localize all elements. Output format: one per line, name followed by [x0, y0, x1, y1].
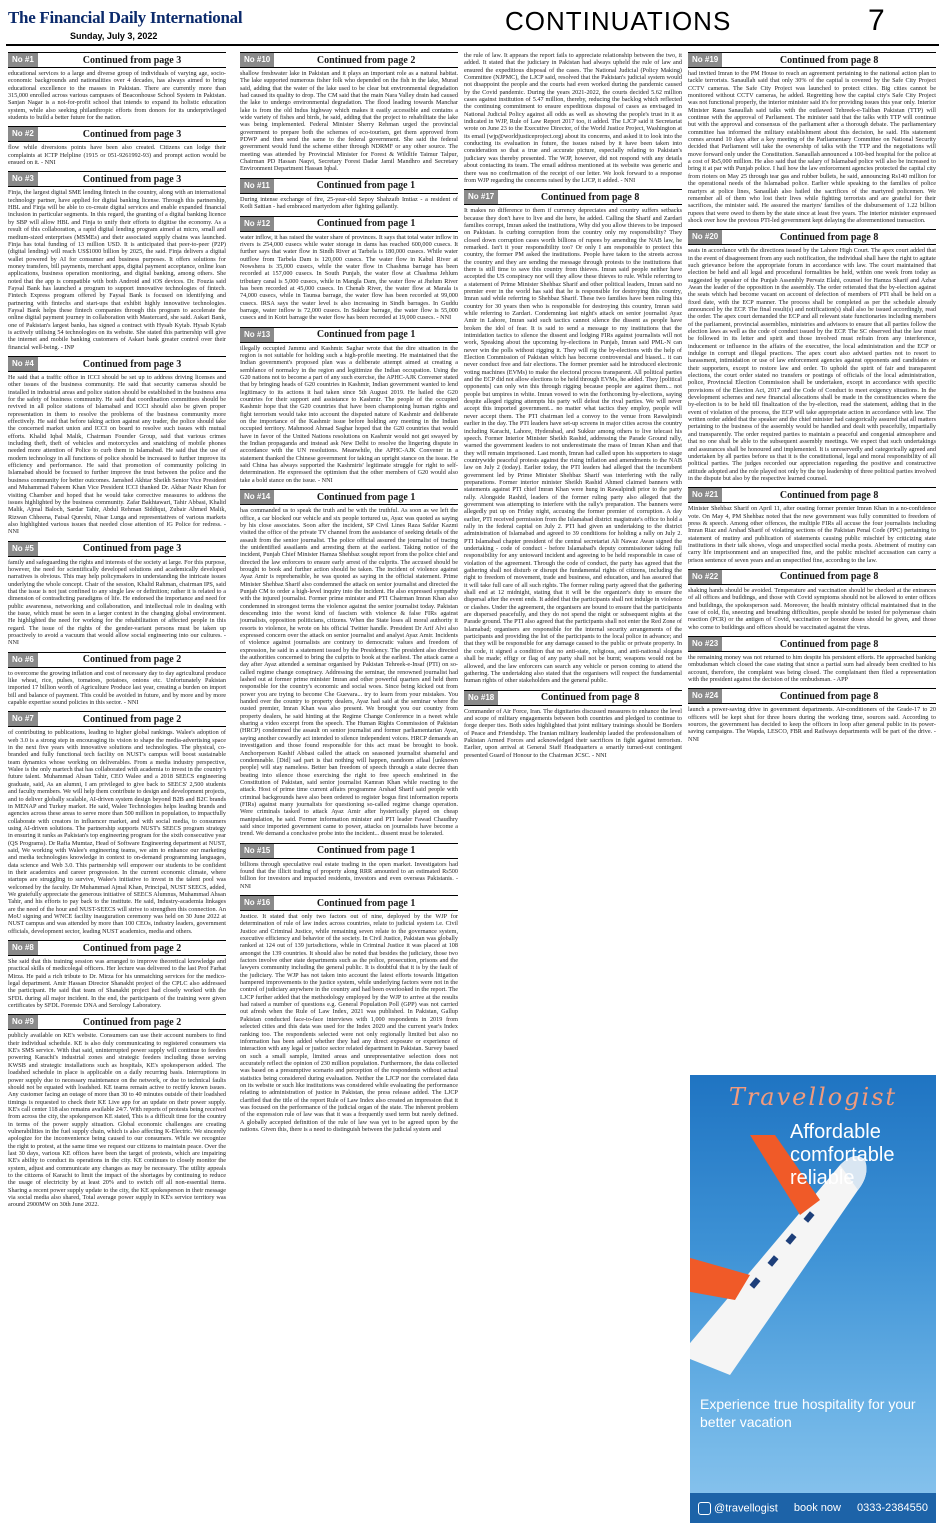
article-title: Continued from page 8 [779, 54, 879, 66]
masthead [0, 0, 945, 48]
instagram-icon [698, 1502, 711, 1515]
column-4 [688, 52, 936, 748]
article-s5 [8, 541, 226, 647]
article-s23 [688, 636, 936, 683]
article-header [8, 171, 226, 187]
article-text: educational services to a large and diverse group of individuals of varying age, socio-economic backgrounds and nationalities over 4 decades, has always aimed to bring educational excellence to the masses in Pakistan. There are currently more than 315,000 enrolled across various campuses of Beaconhouse School System in Pakistan. Sanjan Nagar is a not-for-profit school that intends to expand its holistic education system, while also seeking philanthropic efforts from donors for its underprivileged students to build a better future for the nation. [8, 70, 226, 122]
article-header [240, 216, 458, 232]
article-s12 [240, 216, 458, 322]
article-header [240, 52, 458, 68]
article-header [8, 541, 226, 557]
article-s9 [8, 1014, 226, 1208]
article-text: During intense exchange of fire, 25-year-old Sepoy Shahzaib Imtiaz - a resident of Kotli Sattian - had embraced martyrdom after fighting gallantly. [240, 195, 458, 211]
article-title: Continued from page 8 [540, 692, 640, 704]
article-title: Continued from page 3 [82, 173, 182, 185]
article-text: has commanded us to speak the truth and be with the truthful. As soon as we left the office, a car blocked our vehicle and six people tortured us, Ayaz was quoted as saying by his close associates. Soon after the incident, SP Civil Lines Raza Safdar Kazmi visited the office of the private TV channel from the assistance of seeking details of the assault from the senior journalist. The police official assured the journalist of tracing the unidentified assailants and arresting them at the earliest. Taking notice of the incident, Punjab Chief Minister Hamza Shehbaz sought report from the police chief and directed the law enforcers to ensure early arrest of the culprits. The accused should be brought to book and further action should be taken. The incident of violence against Ayaz Amir is reprehensible, he was quoted as saying in the official statement. Prime Minister Shehbaz Sharif also condemned the attack on senior journalist and directed the Punjab CM to order a high-level inquiry into the incident. He also expressed sympathy with the injured journalist. Former prime minister and PTI Chairman Imran Khan also condemned in strongest terms the violence against the senior journalist today. Pakistan descending into the worst kind of fascism with violence & false FIRs against journalists, opposition politicians, citizens. When the State loses all moral authority it resorts to violence, he wrote on his official Twitter handle. President Dr Arif Alvi also expressed concern over the attack on senior journalist and analyst Ayaz Amir. Incidents of violence against journalists are contrary to democratic values and freedom of expression, he said in a statement issued by the Presidency. The president also directed the authorities concerned to bring the culprits to book at the earliest. The attack came a day after Ayaz attended a seminar organised by Pakistan Tehreek-e-Insaf (PTI) on so-called regime change conspiracy. Addressing the seminar, the renowned journalist had lashed out at former prime minister Imran and other powerful quarters and held them responsible for the country's economic and social woes. Since being kicked out from power you are trying to become Che Guevara... try to learn from your mistakes. You handed over the country to property dealers, Ayaz had said at the seminar where the ousted premier, Imran Khan was also present. We brought you our country from property dealers, he said hinting at the Regime Change Conference in a tweet while sharing a video excerpt from the speech. The Human Rights Commission of Pakistan (HRCP) condemned the assault on senior journalist and former parliamentarian Ayaz, saying another cowardly act intended to silence independent voices. HRCP demands an investigation and those found responsible for this act must be brought to book. Anchorperson Kashif Abbasi called the attack on seasoned journalist shameful and condemnable. [Did] sad part is that nothing will happen, nandoom aflaal [unknown people] will stay nameless. Better ban freedom of speech through a state decree than beating into silence those exercising the right to free speech enshrined in the Constitution of Pakistan, said senior journalist Kamran Khan while reacting to the attack. Host of prime time current affairs programme Arshad Sharif said people with criminal backgrounds have also been ordered to register bogus first information reports (FIRs) against many journalists for questioning so-called regime change operation. Were criminals tasked to attack Ayaz Amir after hysterically played on cheap manipulation, he said. Former information minister and PTI leader Fawad Chaudhry said since imported government came to power, attacks on journalists have become a trend. We demand a conclusive probe into the incident... dissent must be tolerated. [240, 507, 458, 838]
article-text: launch a power-saving drive in government departments. Air-conditioners of the Grade-17 to 20 officers will be kept shut for three hours during the working time, sources said. According to sources, the government has decided to keep the officers in loop after general public in its power-saving campaigns. The Wapda, LESCO, FBR and Railways departments will be part of the drive. - NNI [688, 706, 936, 743]
article-title: Continued from page 1 [316, 329, 416, 341]
article-title: Continued from page 1 [316, 897, 416, 909]
article-number: No #17 [464, 190, 498, 204]
article-s21 [688, 487, 936, 564]
article-text: It makes no difference to them if currency depreciates and country suffers setbacks because they don't have to live and die here, he added. Calling the Sharif and Zardari families corrupt, Imran asked the institutions, Why did you allow thieves to be imposed on Pakistan. Is curbing corruption from the country only my responsibility? They closed down corruption cases worth billions of rupees by amending the NAB law, he remarked. Isn't it your responsibility too? Or only I am responsible to protect this country, the former PM asked the institutions. People have taken to the streets across the country and they are sending the message through protests to the institutions that there is still time to save this country from thieves. Imran said people neither have accepted the US conspiracy nor will they allow these thieves to rule. While referring to a statement of Prime Minister Shehbaz Sharif and other political leaders, Imran said no premier ever in the world has said that he is responsible for destroying this country, Imran said while referring to Shehbaz Sharif. These two families have been ruling this country for 30 years then who is responsible for destroying this country, Imran said while referring to Zardari. Condemning last night's attack on senior journalist Ayaz Amir in Lahore, Imran said such tactics cannot silence the dissent as people have broken the idol of fear. It is said to send a message to my institutions that the intimidation tactics to silence the dissent and lodging FIRs against journalists will not work, Speaking about the upcoming by-elections in Punjab, Imran said PML-N can never win the polls without rigging it. They will rig the by-elections with the help of Election Commission of Pakistan which has become controversial and biased... it can never conduct free and fair elections. The former premier said he introduced electronic voting machines (EVMs) to make the electoral process transparent. All political parties and the ECP did not allow elections to be held through EVMs, he added. They [political opponents] can only win this through rigging because people are against them... not people but umpires in white. Imran vowed to win the forthcoming by-elections, saying despite alleged rigging attempts his party will defeat the rival parties. We will never accept this imported government... no matter what tactics they employ, people will never accept them. The PTI chairman led a convoy to the venue from Rawalpindi earlier in the day. The PTI leaders have set-up screens in major cities across the country including Karachi, Lahore, Hyderabad, and Sukkur among others to live telecast his speech. Former Interior Minister Sheikh Rashid, addressing the Parade Ground rally, warned the government leaders to not underestimate the mass of Imran Khan and that they will remain imprisoned. Last month, Imran had called upon his supporters to stage countrywide peaceful protests against the rising inflation and amendments to the NAB law on July 2 (today). Earlier today, the PTI leaders had alleged that the incumbent government led by Prime Minister Shehbaz Sharif was interfering with the rally preparations. Former interior minister Sheikh Rashid Ahmed claimed banners with statements against PTI chief Imran Khan were hung in Rawalpindi prior to the party rally. Alongside Rashid, leaders of the former ruling party also alleged that the government was attempting to interfere with the rally's preparation. The banners were allegedly put up on Friday night, accusing the former premier of corruption. A day earlier, PTI received permission from the Islamabad district magistrate's office to hold a rally in the federal capital on July 2. PTI had given an undertaking to the district administration of Islamabad and agreed to 39 conditions for holding a rally on July 2. PTI Islamabad chapter president of the central secretariat Ali Nawaz Awan signed the undertaking - code of conduct - before Islamabad's deputy commissioner taking full responsibility for any untoward incident and agreeing to be held responsible in case of violation of the agreement. Through the code of conduct, the party has agreed that the gathering shall not disturb or disrupt the fundamental rights of citizens, including the right to freedom of movement, trade and business, and education, and has assured that it will take full care of all such rights. The former ruling party agreed that the gathering shall end at 12 midnight, stating that it will be the organizer's duty to ensure the dispersal after the event ends. It added that the participants shall not indulge in violence or clashes. Under the agreement, the organisers are bound to ensure that the participants are dispersed peacefully, and they do not spend the night or subsequent nights at the Parade ground. The PTI also agreed that the participants shall not enter the Red Zone of Islamabad; organisers are responsible for the internal security arrangements of the participants and providing the list of the participants to the local police in advance; and that they will be responsible for any damage caused to the public or private property. In the code, it signed a condition that no anti-state, religious, and anti-national slogans shall be made; effigy or flag of any party shall not be burnt; weapons would not be allowed, and the law enforcers can search any vehicle or person coming to attend the gathering. The undertaking also stated that the organisers will respect the fundamental human rights of other stakeholders and the general public. [464, 207, 682, 685]
article-header [8, 652, 226, 668]
column-2 [240, 52, 458, 1138]
ad-headline: Affordable comfortable reliable [790, 1121, 895, 1189]
article-number: No #13 [240, 328, 274, 342]
article-text: shaking hands should be avoided. Temperature and vaccination should be checked at the entrances of all offices and buildings, and those with Covid symptoms should not be allowed to enter offices and buildings, the spokesperson said. Moreover, the health ministry official maintained that in the case of cold, flu, sneezing and breathing difficulties, people should be tested for polymerase chain reaction (PCR) or the antigen of Covid, vaccination or booster doses should be given, and those who come to buildings and offices should be vaccinated against the virus. [688, 586, 936, 631]
ad-phone[interactable]: 0333-2384550 [857, 1502, 928, 1514]
article-header [240, 178, 458, 194]
article-number: No #6 [8, 653, 38, 667]
article-title: Continued from page 8 [779, 690, 879, 702]
article-text: the rule of law. It appears the report fails to appreciate relationship between the two, it added. It stated that the judiciary in Pakistan had always upheld the rule of law and ensured the expeditious disposal of the cases. The National Judicial (Policy Making) Committee (NJPMC), the LJCP said, resolved that the Pakistan's judicial system would not disappoint the people and the courts had even worked during the pandemic caused by the Covid pandemic. During the years 2021-2022, the courts decided 5.62 million cases against institution of 5.47 million, thereby, reducing the backlog which reflected the continuing commitment to ensure expeditious disposal of cases as envisaged in National Judicial Policy against all odds as well as showing the people's trust in it as indicated in WJP, Rule of Law Report 2017 too, it added. The LJCP said it Secretariat wrote on June 23 to the Executive Director, of the World Justice Project, Washington at its email (wjp@worldjusticeproject.org) about its concerns, and asked it to look into the conducting its evaluation in future, the issues raised by it have been taken into consideration so that a true and accurate picture, especially relating to Pakistan's judiciary was thereby presented. The WJP, however, did not respond with any details about contacting its team. The email address mentioned at its website was generic and there was no confirmation of the receipt of our letter. We look forward to a response from WJP regarding the concerns raised by the LJCP, it added. - NNI [464, 52, 682, 184]
article-header [240, 489, 458, 505]
article-title: Continued from page 2 [82, 654, 182, 666]
article-number: No #15 [240, 844, 274, 858]
article-title: Continued from page 1 [316, 845, 416, 857]
article-s14 [240, 489, 458, 837]
article-header [8, 711, 226, 727]
article-text: He said that a traffic office in ICCI should be set up to address driving licenses and other issues of the business community. He said that security cameras should be installed in industrial areas and police station should be established in the business area for the safety of business community. He said that coordination committees should be revived in all police stations of Islamabad and ICCI should also be given proper representation in them to resolve the problems of the business community more effectively. He said that before taking action against any trader, the police should take the concerned market union and ICCI on board to resolve such issues with mutual efforts. Khalid Iqbal Malik, Chairman Founder Group, said that various crimes including theft, theft of vehicles and motorcycles and snatching of mobile phones needed more attention of Police to curb them in Islamabad. He said that the use of modern technology in all functions of police should be increased to further improve its efficiency and performance. He said that promotion of community policing in Islamabad should be focused to further improve the trust between the police and the business community for better outcomes. Jamshed Akhtar Sheikh Senior Vice President and Muhammad Faheem Khan Vice President ICCI thanked Dr. Akbar Nasir Khan for visiting Chamber and hoped that he would take corrective measures to address the issues highlighted by the business community. Zafar Bakhtawari, Tahir Abbasi, Khalid Malik, Ajmal Baloch, Sardar Tahir, Abdul Rehman Siddiqui, Zubair Ahmed Malik, Rizwan Chheena, Faisal Qureshi, Nisar Lunga and representatives of various markets also highlighted various issues that needed close attention of IG Police for redress. - NNI [8, 374, 226, 536]
article-title: Continued from page 8 [540, 191, 640, 203]
article-number: No #18 [464, 691, 498, 705]
article-s22 [688, 569, 936, 631]
article-s16 [240, 895, 458, 1133]
newspaper-name: The Financial Daily International [8, 8, 243, 27]
article-text: Finja, the largest digital SME lending fintech in the country, along with an international technology partner, have applied for digital banking license. Through this partnership, HBL and Finja will be able to co-create digital services and enable expanded financial inclusion in particular segments. In this regard, the granting of a digital banking licence by SBP will allow HBL and Finja to unify their efforts to digitise the economy. As a result of this collaboration, a rapid digital lending program aimed at micro, small and medium-sized enterprises (MSMEs) and their associated supply chains was launched. Finja has total funding of 13 million USD. It is anticipated that peer-to-peer (P2P) (digital lending) will reach US$1000 billion by 2025, the said. Finja delivers a digital wallet powered by AI for consumer and business purposes. It offers solutions for money transfers, bill payments, merchant apps, digital payment acceptance, online loan applications, business operation monitoring, and digital banking, among others. She noted that the app is compatible with both Android and iOS devices. Dr. Fouzia said Faysal Bank has launched a program to support innovative technologies of fintech. Fintech Express program offered by Faysal Bank is focused on identifying and partnering with fintechs and start-ups that exhibit highly innovative technologies. Faysal Bank helps these fintech companies through this program to accelerate the online digital payment journey in collaboration with Mastercard, she said. Askari Bank, one of Pakistan's largest banks, has signed a contract with Hysab Kytab. Hysab Kytab is actively utilising 54 technologies on its website. She stated this partnership will give the internet and mobile banking customers of Askari bank greater control over their financial well-being. - INP [8, 189, 226, 351]
article-s13 [240, 327, 458, 485]
article-text: of contributing to publications, leading to higher global rankings. Walee's adoption of web 3.0 is a strong step in encouraging its vision to shape the media-advertising space in the next five years with innovative solutions and technologies. The physical, co-branded and fully functional tech facility on NUST's campus will boost sustainable team dynamics whose working on deliverables. From a media industry perspective, Walee is the only martech that has collaborated with academia to invest in the country's future talent. Muhammad Ahsan Tahir, CEO Walee and a 2018 SEECS engineering graduate, said, As an alumni, I am privileged to give back to SEECS' 2,500 students and faculty members. We will help them contribute to design and development projects, and to deliver globally scalable, AI-driven system design beyond B2B and B2C brands in MENAP and Turkey market. He said, Walee Technologies helps leading brands and agencies across these areas to serve more than 500 million in population, to impactfully collaborate with creators in influencer market, and with social media, to consumers using AI-driven solutions. The partnership supports NUST's SEECS program strategy in ensuring it ranks as Pakistan's top engineering program for the sixth consecutive year (QS Programs). Dr Rafia Mumtaz, Head of Software Engineering department at NUST, said, We working with Walee's engineering teams, we aim to enhance our marketing and media technologies knowledge in context to on-demand programming languages, data science and Web 3.0. This partnership will empower our students to be confident in their academics and career progression. In the current economic climate, where startups are struggling to survive, Walee's initiative to invest in the talent pool was welcomed by the faculty. Dr Muhammad Ajmal Khan, Principal, NUST SEECS, added, We gratefully appreciate the generous initiative of SEECS Alumnus, Muhammad Ahsan Tahir, and his efforts to pay back to the institute. He said, Industry-academia linkages are the need of the hour and NUST-SEECS will strive to strengthen this connection. An MoU signing and WNCE facility inauguration ceremony was held on 30 June 2022 at NUST campus and was attended by more than 100 CEOs, industry leaders, government officials, development sector, leading NUST academics, media and others. [8, 729, 226, 935]
article-number: No #21 [688, 488, 722, 502]
article-header [688, 229, 936, 245]
article-header [8, 1014, 226, 1030]
article-number: No #7 [8, 712, 38, 726]
page-number: 7 [868, 4, 885, 37]
issue-date: Sunday, July 3, 2022 [70, 31, 158, 41]
ad-instagram[interactable] [698, 1502, 778, 1515]
article-title: Continued from page 3 [82, 128, 182, 140]
article-text: water inflow, it has raised the water share of provinces. It says that total water inflow in rivers is 254,000 cusecs while water storage in dams has reached 600,000 cusecs. It further says that water flow in Sindh River at Tarbela is 180,000 cusecs. While water outflow from Tarbela Dam is 120,000 cusecs. The water flow in Kabul River at Nowshera is 35,000 cusecs, while the water flow in Chashma barrage has been recorded at 157,000 cusecs. In South Punjab, the water flow at Chashma Jehlum tributary canal is 5,000 cusecs, while in Mangla Dam, the water flow at Jhelum River has been recorded at 45,000 cusecs. In Chenab River, the water flow at Marala is 74,000 cusecs, while in Taunsa barrage, the water flow has been recorded at 99,000 cusecs. IRSA says the water level is also increasing in Sindh barrages. In Guddu barrage, water inflow is 72,000 cusecs. In Sukkur barrage, the water flow is 55,000 cusecs and in Kotri barrage the water flow has been recorded at 19,000 cusecs. - NNI [240, 233, 458, 322]
article-number: No #24 [688, 689, 722, 703]
article-title: Continued from page 8 [779, 638, 879, 650]
article-title: Continued from page 3 [82, 358, 182, 370]
article-text: illegally occupied Jammu and Kashmir. Saghar wrote that the dire situation in the region is not suitable for holding such a high-profile meeting. He maintained that the Indian government's proposed plan was a deliberate attempt aimed at creating a semblance of normalcy in the region and legitimize the Indian occupation. Using the G20 nations not to become a part of any such exercise, the APHC-AJK Convener stated that by bringing heads of G20 countries in Kashmir, Indian government wanted to lend legitimacy to its actions it had taken since 5th August 2019. He hailed the G20 countries for their support and assistance to Kashmir. The people of the occupied Kashmir hope that the G20 countries that have been championing human rights and fight terrorism would take into account the disputed nature of Kashmir and deliberate on the importance of the Kashmir issue before holding any meeting in the Indian occupied territory. Mahmood Ahmad Saghar hoped that the G20 countries that would have in favor of the United Nations resolutions on Kashmir would not get swayed by the Indian propaganda and instead ask New Delhi to resolve the lingering dispute in accordance with the UN resolutions. Meanwhile, the APHC-AJK Convener in a statement thanked the Chinese government for taking an upright stance on the issue. He said China has always supported the Kashmiris' legitimate struggle for right to self-determination. He expressed the optimism that the other members of G20 would also take a bold stance on the issue. - NNI [240, 344, 458, 484]
article-number: No #23 [688, 637, 722, 651]
article-s11 [240, 178, 458, 211]
article-header [240, 895, 458, 911]
article-s6 [8, 652, 226, 707]
article-title: Continued from page 8 [779, 571, 879, 583]
article-title: Continued from page 2 [82, 713, 182, 725]
article-header [8, 940, 226, 956]
article-text: shallow freshwater lake in Pakistan and it plays an important role as a natural habitat. The lake supported numerous fisher folk who depended on the fish in the lake, Murad said, adding that the water of the lake used to be clear but environmental degradation had caused its quality to drop. The CM said that the main Nara Valley drain had caused the lake to undergo environmental degradation. The flood leading towards Manchar lake is from the old Indus highway which makes it easily accessible and contains a wide variety of fishes and birds, he said, adding that the project to rehabilitate the lake was being implemented. Federal Minister Sherry Rehman urged the provincial government to prepare both the schemes of eco-tourism, get them approved from PDWP and then send the same to the federal government. She said the federal government would fund the scheme either through NDRMF or any other source. The meeting was attended by Provincial Minister for Forest & Wildlife Taimur Talpur, Chairman PD Hassan Naqvi, Secretary Forest Dadar Jamil Mandhro and Secretary Environment Department Hassan Iqbal. [240, 70, 458, 173]
column-3 [464, 52, 682, 764]
article-text: to overcome the growing inflation and cost of necessary day to day agricultural produce like wheat, rice, pulses, tomatoes, potatoes, onions etc. Unfortunately Pakistan imported 17 billion worth of Agriculture Produce last year, creating a burden on import bill and balance of payment. This could be avoided in future, and by more and by more capable expertise sound policies in this sector. - NNI [8, 669, 226, 707]
article-title: Continued from page 1 [316, 180, 416, 192]
travellogist-advertisement[interactable] [690, 1075, 936, 1523]
article-s10 [240, 52, 458, 173]
article-number: No #16 [240, 896, 274, 910]
article-number: No #5 [8, 542, 38, 556]
article-number: No #11 [240, 179, 274, 193]
article-s19 [688, 52, 936, 224]
article-text: She said that this training session was arranged to improve theoretical knowledge and practical skills of medicolegal officers. Her lecture was delivered to the last Prof Farhat Mirza. He paid a rich tribute to Dr. Mirza for his unmatching services for the medico-legal department. Amir Hassan Director Shanakht project of the CPLC also addressed the participant. He said that team of Shanakht project had closely worked with the SFDL during all major incident. In the end, the participants of the training were given certificates by SFDL Forensic DNA and Serology Laboratory. [8, 958, 226, 1010]
article-s4 [8, 356, 226, 536]
article-header [240, 327, 458, 343]
article-s2 [8, 126, 226, 166]
article-number: No #8 [8, 941, 38, 955]
article-title: Continued from page 2 [316, 54, 416, 66]
article-title: Continued from page 3 [82, 54, 182, 66]
article-s20 [688, 229, 936, 482]
article-header [688, 688, 936, 704]
article-number: No #14 [240, 490, 274, 504]
article-header [688, 636, 936, 652]
article-number: No #1 [8, 53, 38, 67]
article-header [240, 843, 458, 859]
article-header [464, 690, 682, 706]
article-s1 [8, 52, 226, 121]
article-header [688, 487, 936, 503]
article-number: No #22 [688, 570, 722, 584]
article-text: family and safeguarding the rights and interests of the society at large. For this purpose, however, the need for scientifically developed solutions and academically developed narratives is obvious. This may help policymakers in understanding the intricate issues underlying the whole concept. Chair of the session, Khalid Rahman, chairman IPS, said that the issue is not just confined to any single law or definition; rather it is related to a dimension of contradicting paradigms of life. He endorsed the importance and need for public awareness, networking and collaboration, and intellectual role in dealing with the issue, which must be seen in a larger context in the changing global environment. He highlighted the need for working for the rehabilitation of affected people in this regard. The issue of the rights of the gender-variant persons must be taken up proactively to avoid a vacuum that would allow social engineering into our cultures. - NNI [8, 558, 226, 647]
article-text: publicly available on KE's website. Consumers can use their account numbers to find their individual schedule. KE is also duly communicating to registered consumers via KE's SMS service. With that said, uninterrupted power supply will continue to feeders powering Karachi's industrial zones and strategic feeders including those serving KWSB and strategic installations such as hospitals, KE's spokesperson added. The loadshed schedule in place is applicable on a daily recurring basis. Interruptions in power supply due to necessary maintenance on the network, or due to technical faults should not be equated with loadshed. KE teams remain active to rectify known issues. Any customer facing an outage of more than 30 to 40 minutes outside of their loadshed timings is requested to check their KE Live app for an update on their power supply. KE's call center 118 also remains available 24/7. With reports of protests being received from across the city, the spokesperson KE stated, This is a difficult time for the country in terms of the power supply situation. Global economic challenges are creating vulnerabilities in the fuel supply chain, which is also affecting K-Electric. We sincerely apologize for the inconvenience being caused to our consumers. While we recognize the right to protest, at the same time we request our citizens to maintain peace. Over the last 30 days, various KE offices have been the target of protests, which are impairing KE's ability to conduct its operations in the city. KE continues to closely monitor the system, adjust and communicate any changes as may be necessary. The utility appeals to the citizens of Karachi to limit the impact of the shortages by continuing to reduce the usage of electricity by at least 20% and to switch off all non-essential items. Sharing a recent power supply update to the city, the KE spokesperson in their message via social media also shared, Total average power supply in KE's service territory was around 2900MW on 30th June 2022. [8, 1032, 226, 1209]
article-text: the remaining money was not returned to him despite his persistent efforts. He approached banking ombudsman which closed the case stating that since a partial sum had already been credited to his account, therefore, the complaint was being closed. The complainant then filed a representation with the president against the decision of the ombudsman. - APP [688, 654, 936, 684]
article-title: Continued from page 8 [779, 489, 879, 501]
article-s16-continued [464, 52, 682, 184]
ad-instagram-handle: @travellogist [714, 1501, 778, 1514]
article-number: No #19 [688, 53, 722, 67]
article-number: No #4 [8, 357, 38, 371]
article-number: No #12 [240, 217, 274, 231]
article-text: Commander of Air Force, Iran. The dignitaries discussed measures to enhance the level and scope of military engagements between both countries and pledged to continue to forge deeper ties. Both sides highlighted that joint military trainings should be Borders of Peace and Friendship. The Iranian military leadership lauded the professionalism of Pakistan Armed Forces and acknowledged their sacrifices in fight against terrorism. Earlier, upon arrival at General Staff Headquarters a smartly turned-out contingent presented Guard of Honour to the Chairman JCSC. - NNI [464, 707, 682, 759]
masthead-rule [6, 44, 939, 46]
article-text: billions through speculative real estate trading in the open market. Investigators had found that the illicit trading of property along RRR amounted to an estimated Rs500 billion for investors and impacted residents, investors and even overseas Pakistanis. - NNI [240, 860, 458, 890]
article-text: Justice. It stated that only two factors out of nine, deployed by the WJP for determination of rule of law index across countries, relate to judicial system i.e. Civil Justice and Criminal Justice, while remaining seven relate to the governance system, executive efficiency and behavior of the society. In Civil Justice, Pakistan was globally ranked at 124 out of 139 jurisdictions, while in Criminal Justice it was placed at 108 amongst the 139 countries. It should also be noted that besides the judiciary, those two factors involve other state departments such as the police, prosecution, prisons and the lawyers community including the general public. It is doubtful that it is by the fault of the judiciary. The WJP has not taken into account the latest efforts towards litigation hampered improvements to the justice system, while underlying factors were not in the control of judiciary anywhere in the country and had been overlooked in the report. The LJCP further added that the methodology employed by the WJP to arrive at the results had raised a number of questions e.g. General Population Poll (GPP) was not carried out afresh when the Rule of Law Index, 2021 was published. In Pakistan, Gallup Pakistan conducted face-to-face interviews with 1,000 respondents in 2019 from selected cities and this data was used for the Index 2020 and the current year's Index ranking too. The respondents selected were not only regionally limited but also no information has been added whether they had any direct exposure or experience of interaction with any legal or justice sector related department in Pakistan. Survey based on such a small sample, limited areas and unrepresentative selection does not accurately reflect the opinion of 230 million population. Furthermore, the data collected was based on a presumptive scenario and perception of the respondents without actual statistics being considered during evaluation. Neither the LJCP nor the correlated data on its website or such like institutions was considered while evaluating the performance relating to administration of justice in Pakistan, the press release added. The LJCP clarified that the title of the report Rule of Law Index also created an impression that it was focused on the performance of the judicial organ of the state. The inherent problem of the expression rule of law was that it was a frequently used term but rarely defined. A globally accepted definition of the rule of law was yet to be agreed upon by the nations. Given this, there is a need to distinguish between the judicial system and [240, 913, 458, 1133]
article-s15 [240, 843, 458, 890]
ad-subline: Experience true hospitality for your better vacation [700, 1396, 916, 1430]
article-title: Continued from page 8 [779, 231, 879, 243]
article-header [8, 52, 226, 68]
article-text: had invited Imran to the PM House to reach an agreement pertaining to the national action plan to tackle terrorists. Sanaullah said that only 30% of the capital is covered by the Safe City Project CCTV cameras. The Safe City Project was launched to protect cities. Big cities cannot be monitored without CCTV cameras, he added. Regretting how the capital city's Safe City Project was not functional properly, the interior minister said it's for providing issues this year only. Interior Minister Rana Sanaullah said talks with the outlawed Tehreek-e-Taliban Pakistan (TTP) will continue with the approval of Parliament. The minister said that the talks with TTP will continue but with the approval and consensus of the parliament after a thorough debate. The parliamentary committee has informed the military establishment about this decision, he said. His statement comes around 10 days after a key meeting of the Parliamentary Committee on National Security decided that Parliament will take the ownership of talks with the TTP and the negotiations will move forward only under the Constitution. Sanaullah announced a 100-bed hospital for the police at a cost of Rs5,000 million. He also said that the salary of Islamabad police will also be increased to bring it at par with Punjab police. I hail how the law enforcement agencies protected the capital city from rioters on May 25 through tear gas and rubber bullets, he said, announcing Rs140 million for the operational needs of the Islamabad police. Earlier while speaking to the families of police martyrs at police lines, Sanaullah also hailed the sacrifices of the martyred policemen. We remember all of them who lost their lives while fighting terrorists and are grateful for their sacrifices, the minister said. He assured the martyrs' families of the disbursement of 1.22 billion rupees that were owed to them by the state since at least five years. The interior minister expressed shock over how the previous PTI-led government kept delaying the aforementioned transaction. [688, 70, 936, 224]
article-s7 [8, 711, 226, 935]
ad-book-now[interactable]: book now [793, 1502, 841, 1514]
article-header [8, 356, 226, 372]
article-number: No #10 [240, 53, 274, 67]
article-header [688, 52, 936, 68]
ad-footer [690, 1493, 936, 1523]
article-title: Continued from page 1 [316, 491, 416, 503]
article-title: Continued from page 2 [82, 1016, 182, 1028]
article-s24 [688, 688, 936, 743]
article-s18 [464, 690, 682, 759]
article-number: No #3 [8, 172, 38, 186]
article-text: flow while diversions points have been also created. Citizens can lodge their complaints at ICTP Helpline (1915 or 051-9261992-93) and prompt action would be ensued on it. - NNI [8, 144, 226, 167]
article-header [8, 126, 226, 142]
article-header [688, 569, 936, 585]
article-text: seats in accordance with the directions issued by the Lahore High Court. The apex court added that in the event of disagreement from any such notification, the individual shall have the right to agitate such grievance before the appropriate forum in accordance with law. The court maintained that election be held and all legal and procedural formalities be held, within one week from today as suggested by speaker of the Punjab Assembly Pervaiz Elahi, counsel for Hamza Sharif and Azhar Awan the leader of the opposition in the assembly. The order reiterated that the by-election against the seats which had become vacant on account of defection of members of PTI shall be held on a fixed date, with the ECP manner. The process shall be completed as per the schedule already announced by the ECP. The final result(s) and notification(s) shall also be issued accordingly, read the order. The apex court demanded the ECP and all relevant state functionaries including members of the parliament, provincial assemblies, ministries and advisors to ensure that all parties follow the election laws as well as the code of conduct issued by the ECP. The SC observed that the law must be followed in its letter and spirit and those involved must refrain from any interference, inducement or influence in the affairs of the executive, the local administration and the ECP or indulge in corrupt and illegal practices. The apex court also advised parties not to resort to harassment, intimidation or use of law enforcement agencies against opponents and candidates or their supporters, except to restore law and order. To uphold the spirit of fair and transparent elections, the court order stated no transfers or postings of officials of the local administration, police, Provincial Election Commission shall be undertaken, except in accordance with specific provisions of the Election Act, 2017 and the Code of Conduct to meet exigency situations. In the development schemes and new financial allocations shall be made in the constituencies where the by-election is to be held till finalization of the by-election, read the statement, adding that in the event of violation of the process, the ECP will take appropriate action in accordance with law. The written order added that the speaker and the chief minister had categorically assured that all matters pertaining to the business of the assembly would be handled and dealt with peacefully, impartially and transparently. The order required parties to maintain a peaceful and congenial atmosphere and that no one shall be able to the subsequent assembly meetings. We expect that such undertakings and assurances shall be honoured and implemented. It is unreservedly and categorically agreed and undertaken by all parties before us that it is the constitutional, legal and moral responsibility of all political parties. The judges recorded our appreciation regarding the positive and constructive attitude adopted and the role played not only by the top leadership of three political parties involved in the dispute but also by the respective learned counsel. [688, 247, 936, 482]
article-number: No #9 [8, 1015, 38, 1029]
ad-brand-name: Travellogist [728, 1083, 898, 1111]
article-text: Minister Shehbaz Sharif on April 11, after ousting former premier Imran Khan in a no-confidence vote. On May 4, PM Shehbaz noted that the new government was fully committed to freedom of press & speech. Among other offences, the multiple FIRs all accuse the four journalists including Imran Riaz and Arshad Sharif of violating sections of the Pakistan Penal Code (PPC) pertaining to statement of mutiny and publication of statements causing public mischief by criticizing state institutions in their talk shows, vlogs and unspecified social media posts. Abetment of mutiny can carry life imprisonment and an unspecified fine, and the public mischief accusation can carry a prison sentence of seven years and an unspecified fine, according to the law. [688, 505, 936, 564]
column-1 [8, 52, 226, 1214]
article-header [464, 189, 682, 205]
article-s8 [8, 940, 226, 1009]
article-number: No #20 [688, 230, 722, 244]
article-number: No #2 [8, 127, 38, 141]
article-s3 [8, 171, 226, 351]
article-title: Continued from page 3 [82, 543, 182, 555]
article-s17 [464, 189, 682, 684]
article-title: Continued from page 2 [82, 942, 182, 954]
section-title: CONTINUATIONS [505, 6, 732, 36]
article-title: Continued from page 1 [316, 218, 416, 229]
